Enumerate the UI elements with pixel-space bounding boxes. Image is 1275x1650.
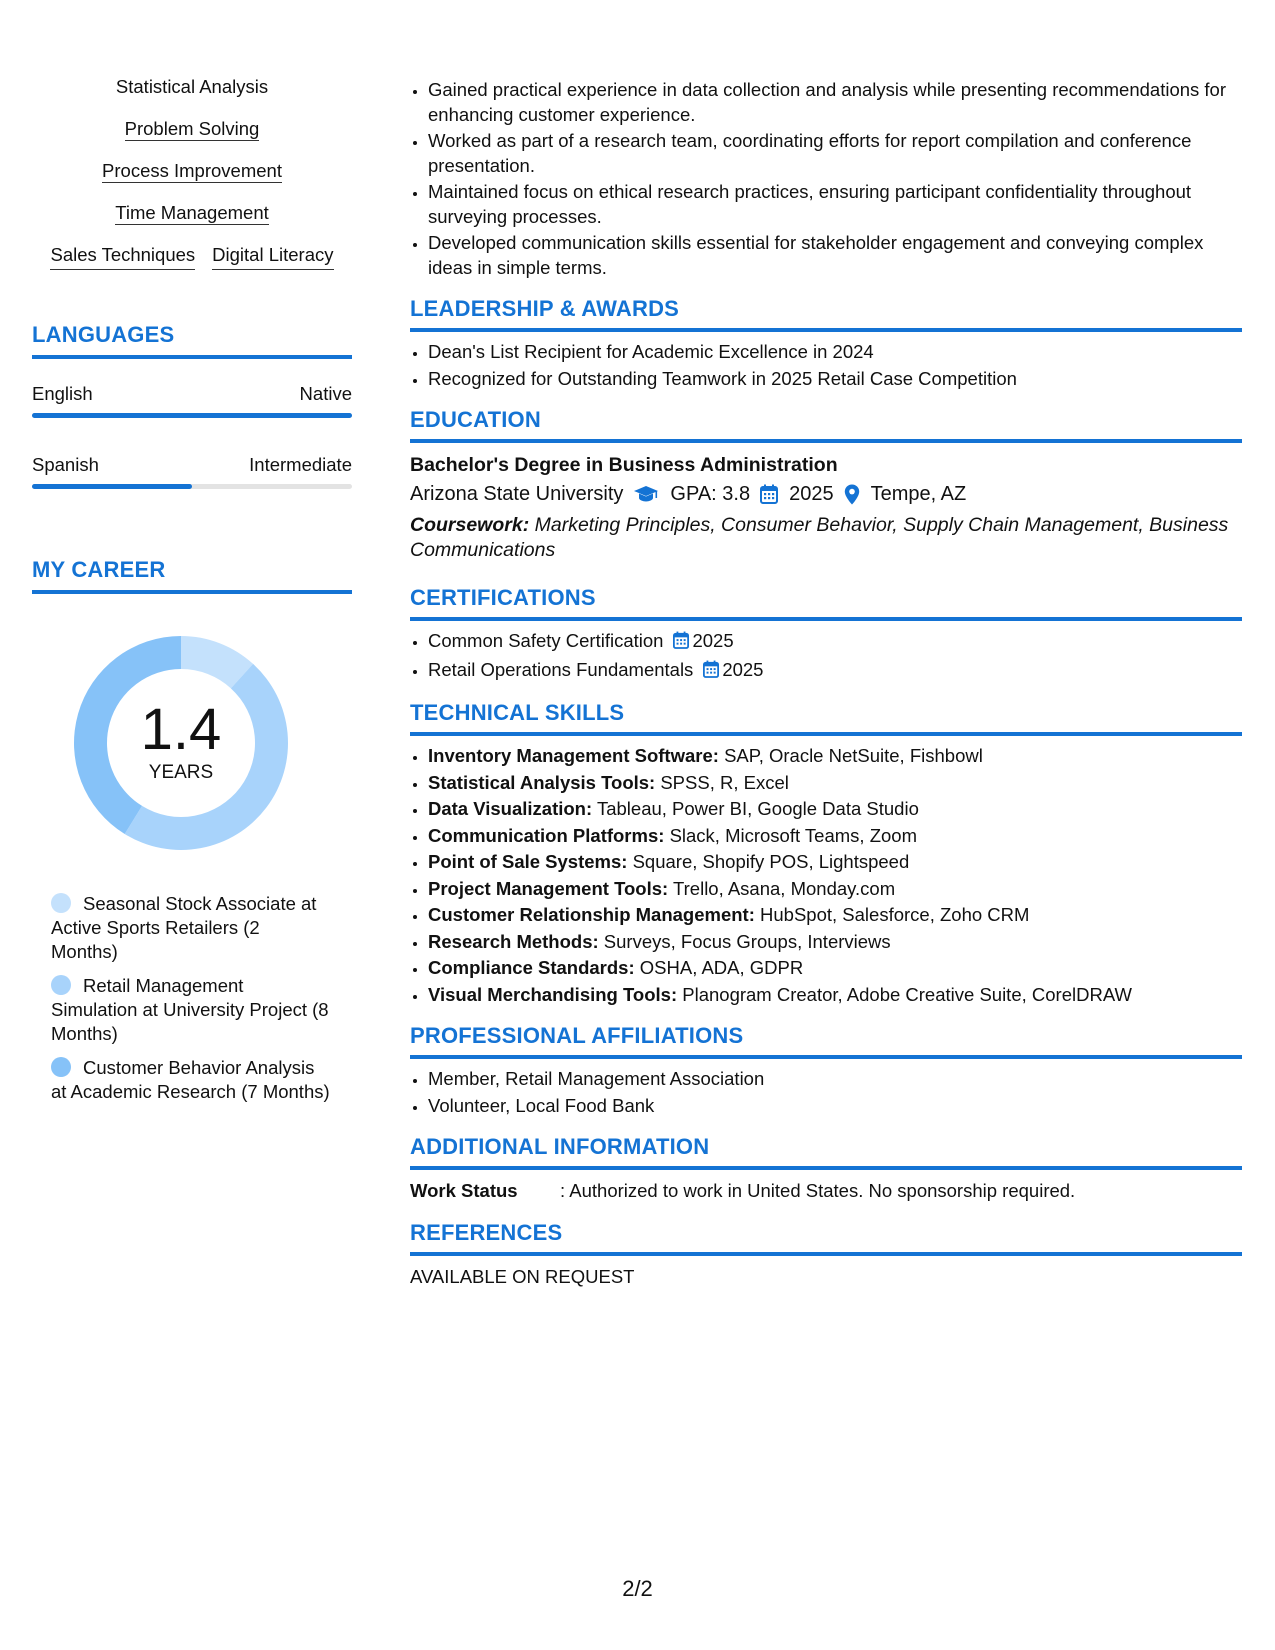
work-status-label: Work Status	[410, 1180, 518, 1201]
skills-list	[32, 74, 352, 270]
graduation-year: 2025	[789, 483, 834, 505]
leadership-list	[410, 340, 1242, 391]
affiliation-item: • Volunteer, Local Food Bank	[428, 1094, 1242, 1119]
skill-tag: Statistical Analysis	[115, 76, 269, 97]
languages-heading: LANGUAGES	[32, 322, 352, 359]
technical-skill-item	[428, 903, 1242, 928]
right-column	[410, 78, 1242, 1290]
left-column	[32, 74, 352, 1114]
degree-title: Bachelor's Degree in Business Administration	[410, 454, 838, 476]
skill-tools: SPSS, R, Excel	[660, 771, 789, 793]
language-level: Intermediate	[249, 454, 352, 475]
certification-name: Common Safety Certification	[428, 630, 664, 651]
career-donut-center	[66, 628, 296, 858]
technical-skill-item	[428, 850, 1242, 875]
legend-label: Seasonal Stock Associate at Active Sports Retailers (2 Months)	[51, 893, 317, 962]
affiliations-heading: PROFESSIONAL AFFILIATIONS	[410, 1023, 1242, 1059]
experience-bullet: • Worked as part of a research team, coordinating efforts for report compilation and conference presentation.	[428, 129, 1242, 178]
references-text: AVAILABLE ON REQUEST	[410, 1266, 635, 1287]
legend-dot	[51, 975, 71, 995]
leadership-heading: LEADERSHIP & AWARDS	[410, 296, 1242, 332]
career-legend-item	[51, 974, 331, 1046]
affiliations-list	[410, 1067, 1242, 1118]
education-heading: EDUCATION	[410, 407, 1242, 443]
school-name: Arizona State University	[410, 483, 624, 505]
technical-skill-item	[428, 824, 1242, 849]
skill-tools: Tableau, Power BI, Google Data Studio	[596, 798, 919, 819]
language-name: English	[32, 383, 93, 404]
certification-year: 2025	[722, 658, 764, 680]
skill-category: Customer Relationship Management:	[428, 904, 755, 925]
skill-tag	[32, 158, 352, 185]
skill-tag-text: Time Management	[115, 202, 269, 223]
skill-category: Point of Sale Systems:	[428, 851, 628, 872]
career-heading: MY CAREER	[32, 557, 352, 594]
graduation-cap-icon	[633, 484, 659, 504]
skill-category: Project Management Tools:	[428, 877, 669, 899]
skill-tools: HubSpot, Salesforce, Zoho CRM	[760, 904, 1030, 925]
skill-tools: Surveys, Focus Groups, Interviews	[603, 930, 891, 952]
career-donut	[66, 628, 296, 858]
coursework	[410, 513, 1242, 563]
skill-tag: Digital Literacy	[212, 242, 333, 270]
skill-category: Research Methods:	[428, 930, 599, 952]
certification-year: 2025	[692, 630, 734, 651]
language-item	[32, 452, 352, 489]
legend-label: Customer Behavior Analysis at Academic Research (7 Months)	[51, 1057, 330, 1102]
skill-tools: Slack, Microsoft Teams, Zoom	[669, 824, 917, 846]
language-level: Native	[299, 383, 352, 404]
career-unit: YEARS	[148, 762, 214, 783]
education-meta	[410, 479, 1242, 509]
certifications-list	[410, 629, 1242, 684]
skill-tag-text: Problem Solving	[124, 118, 260, 139]
skill-tools: OSHA, ADA, GDPR	[639, 957, 804, 978]
language-item	[32, 381, 352, 418]
coursework-list: Marketing Principles, Consumer Behavior, Supply Chain Management, Business Communications	[410, 514, 1229, 561]
skill-tag-text: Process Improvement	[102, 160, 282, 181]
calendar-icon	[760, 484, 778, 504]
legend-label: Retail Management Simulation at University Project (8 Months)	[51, 975, 329, 1044]
certification-item	[428, 658, 1242, 685]
technical-skills-list	[410, 744, 1242, 1007]
experience-bullets	[410, 78, 1242, 280]
skill-category: Inventory Management Software:	[428, 745, 719, 766]
career-total: 1.4	[140, 697, 222, 762]
page-number: 2/2	[622, 1576, 653, 1601]
affiliation-item: • Member, Retail Management Association	[428, 1067, 1242, 1092]
additional-info-heading: ADDITIONAL INFORMATION	[410, 1134, 1242, 1170]
references-heading: REFERENCES	[410, 1220, 1242, 1256]
skill-tools: Square, Shopify POS, Lightspeed	[632, 851, 910, 872]
career-legend-item	[51, 1056, 331, 1104]
calendar-icon	[673, 631, 689, 656]
coursework-label: Coursework:	[410, 514, 530, 536]
experience-bullet: • Maintained focus on ethical research practices, ensuring participant confidentiality throughout surveying processes.	[428, 180, 1242, 229]
skill-category: Statistical Analysis Tools:	[428, 771, 656, 793]
technical-skill-item	[428, 930, 1242, 955]
technical-skill-item	[428, 744, 1242, 769]
skill-tag	[32, 200, 352, 227]
skill-tag	[32, 116, 352, 143]
legend-dot	[51, 1057, 71, 1077]
certification-item	[428, 629, 1242, 656]
technical-skill-item	[428, 983, 1242, 1008]
skill-category: Data Visualization:	[428, 798, 593, 819]
skill-category: Compliance Standards:	[428, 957, 635, 978]
experience-bullet: • Gained practical experience in data collection and analysis while presenting recommendations for enhancing customer experience.	[428, 78, 1242, 127]
technical-skill-item	[428, 956, 1242, 981]
leadership-item: • Recognized for Outstanding Teamwork in 2025 Retail Case Competition	[428, 367, 1242, 392]
certification-name: Retail Operations Fundamentals	[428, 658, 694, 680]
career-legend-item	[51, 892, 331, 964]
career-legend	[32, 892, 352, 1104]
leadership-item: • Dean's List Recipient for Academic Excellence in 2024	[428, 340, 1242, 365]
skill-tools: Planogram Creator, Adobe Creative Suite, CorelDRAW	[682, 983, 1132, 1005]
work-status-value: : Authorized to work in United States. No sponsorship required.	[560, 1180, 1076, 1201]
skill-tools: SAP, Oracle NetSuite, Fishbowl	[724, 745, 983, 766]
work-status-row	[410, 1178, 1242, 1204]
skill-category: Visual Merchandising Tools:	[428, 983, 678, 1005]
language-name: Spanish	[32, 454, 99, 475]
legend-dot	[51, 893, 71, 913]
skill-category: Communication Platforms:	[428, 824, 665, 846]
experience-bullet: • Developed communication skills essential for stakeholder engagement and conveying complex ideas in simple terms.	[428, 231, 1242, 280]
technical-skill-item	[428, 771, 1242, 796]
location-pin-icon	[844, 484, 860, 505]
skill-tools: Trello, Asana, Monday.com	[673, 877, 896, 899]
certifications-heading: CERTIFICATIONS	[410, 585, 1242, 621]
school-location: Tempe, AZ	[870, 483, 967, 505]
technical-skill-item	[428, 877, 1242, 902]
gpa: GPA: 3.8	[670, 483, 751, 505]
calendar-icon	[703, 660, 719, 685]
skill-tag: Sales Techniques	[50, 242, 195, 270]
technical-skill-item	[428, 797, 1242, 822]
technical-skills-heading: TECHNICAL SKILLS	[410, 700, 1242, 736]
